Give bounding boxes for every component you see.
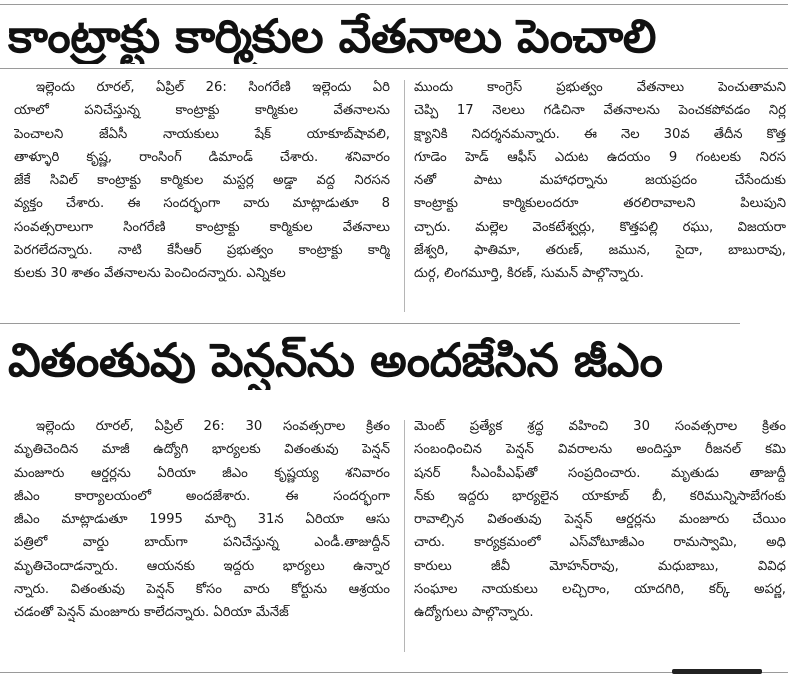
column-divider-2 — [404, 420, 405, 652]
text-line: మృతిచెందాడన్నారు. ఆయనకు ఇద్దరు భార్యలు ఉన్నార — [14, 558, 390, 574]
text-line: ముందు కాంగ్రెస్‌ ప్రభుత్వం వేతనాలు పెంచుతామని — [414, 80, 786, 95]
text-line: న్నారు. వితంతువు పెన్షన్‌ కోసం వారు కోర్టును ఆశ్రయం — [14, 582, 390, 598]
text-line: గూడెం హెడ్‌ ఆఫీస్‌ ఎదుట ఉదయం 9 గంటలకు నిరస — [414, 149, 786, 165]
text-line: జీఎం కార్యాలయంలో అందజేశారు. ఈ సందర్భంగా — [14, 488, 390, 504]
text-line: వ్యక్తం చేశారు. ఈ సందర్భంగా వారు మాట్లాడుతూ 8 — [14, 196, 390, 212]
text-line: జేశ్వరి, ఫాతిమా, తరుణ్‌, జమున, సైదా, బాబురావు, — [414, 243, 786, 259]
story-separator — [0, 323, 740, 324]
cropped-text-fragment — [672, 669, 762, 674]
text-line: పెంచాలని జేఏసీ నాయకులు షేక్‌ యాకూబ్‌షావలి, — [14, 126, 390, 142]
text-line: నతో పాటు మహాధర్నాను జయప్రదం చేసేందుకు — [414, 173, 786, 189]
text-line: షనర్‌ సీఎంపీఎఫ్‌తో సంప్రదించారు. మృతుడు తాజుద్దీ — [414, 465, 786, 481]
story2-left-column — [14, 415, 390, 625]
story1-left-column — [14, 76, 390, 286]
text-line: పెరగలేదన్నారు. నాటి కేసీఆర్‌ ప్రభుత్వం కాంట్రాక్టు కార్మి — [14, 243, 390, 259]
text-line: సంబంధించిన పెన్షన్‌ వివరాలను అందిస్తూ రీజనల్‌ కమి — [414, 442, 786, 458]
column-divider-1 — [404, 80, 405, 312]
text-line: ఇల్లెందు రూరల్‌, ఏప్రిల్‌ 26: 30 సంవత్సరాల క్రితం — [36, 419, 390, 434]
text-line: పత్రిలో వార్డు బాయ్‌గా పనిచేస్తున్న ఎండీ.తాజుద్దీన్‌ — [14, 535, 390, 551]
text-line: చడంతో పెన్షన్‌ మంజూరు కాలేదన్నారు. ఏరియా మేనేజ్‌ — [14, 605, 289, 621]
text-line: కులకు 30 శాతం వేతనాలను పెంచిందన్నారు. ఎన్నికల — [14, 266, 286, 282]
text-line: సంవత్సరాలుగా సింగరేణి కాంట్రాక్టు కార్మికుల వేతనాలు — [14, 219, 390, 235]
text-line: చ్చారు. మల్లెల వెంకటేశ్వర్లు, కొత్తపల్లి రఘు, విజయరా — [414, 219, 786, 235]
text-line: తాళ్ళూరి కృష్ణ, రాంసింగ్‌ డిమాండ్‌ చేశారు. శనివారం — [14, 149, 390, 165]
text-line: క్ష్యానికి నిదర్శనమన్నారు. ఈ నెల 30వ తేదీన కొత్త — [414, 126, 786, 142]
text-line: కారులు జీవీ మోహన్‌రావు, మధుబాబు, వివిధ — [414, 558, 786, 574]
top-rule — [0, 4, 788, 5]
text-line: చారు. కార్యక్రమంలో ఎస్‌వోటూజీఎం రామస్వామి, అధి — [414, 535, 786, 551]
text-line: మెంట్‌ ప్రత్యేక శ్రద్ధ వహించి 30 సంవత్సరాల క్రితం — [414, 419, 786, 434]
text-line: ఉద్యోగులు పాల్గొన్నారు. — [414, 605, 534, 621]
text-line: ఇల్లెందు రూరల్‌, ఏప్రిల్‌ 26: సింగరేణి ఇల్లెందు ఏరి — [36, 80, 390, 95]
text-line: రావాల్సిన వితంతువు పెన్షన్‌ ఆర్డర్లను మంజూరు చేయిం — [414, 512, 786, 528]
bottom-rule — [0, 672, 788, 673]
text-line: కాంట్రాక్టు కార్మికులందరూ తరలిరావాలని పిలుపుని — [414, 196, 786, 212]
headline-underline-1 — [0, 68, 788, 69]
text-line: న్‌కు ఇద్దరు భార్యలైన యాకూబ్‌ బీ, కరిమున్నిసాబేగంకు — [414, 488, 786, 504]
text-line: మంజూరు ఆర్డర్లను ఏరియా జీఎం కృష్ణయ్య శనివారం — [14, 465, 390, 481]
story2-right-column — [414, 415, 786, 625]
text-line: చెప్పి 17 నెలలు గడిచినా వేతనాలను పెంచకపోవడం నిర్ల — [414, 103, 786, 119]
text-line: మృతిచెందిన మాజీ ఉద్యోగి భార్యలకు వితంతువు పెన్షన్‌ — [14, 442, 390, 458]
text-line: జేకే సివిల్‌ కాంట్రాక్టు కార్మికుల మస్టర్ల అడ్డా వద్ద నిరసన — [14, 173, 390, 189]
story1-right-column — [414, 76, 786, 286]
headline-contract-workers: కాంట్రాక్టు కార్మికుల వేతనాలు పెంచాలి — [8, 9, 656, 63]
text-line: దుర్గ, లింగమూర్తి, కిరణ్‌, సుమన్‌ పాల్గొన్నారు. — [414, 266, 644, 282]
text-line: జీఎం మాట్లాడుతూ 1995 మార్చి 31న ఏరియా ఆసు — [14, 512, 390, 528]
headline-widow-pension: వితంతువు పెన్షన్‌ను అందజేసిన జీఎం — [8, 333, 663, 387]
text-line: సంఘాల నాయకులు లచ్చిరాం, యాదగిరి, కర్క్‌ అపర్ణ, — [414, 582, 786, 598]
text-line: యాలో పనిచేస్తున్న కాంట్రాక్టు కార్మికుల వేతనాలను — [14, 103, 390, 119]
